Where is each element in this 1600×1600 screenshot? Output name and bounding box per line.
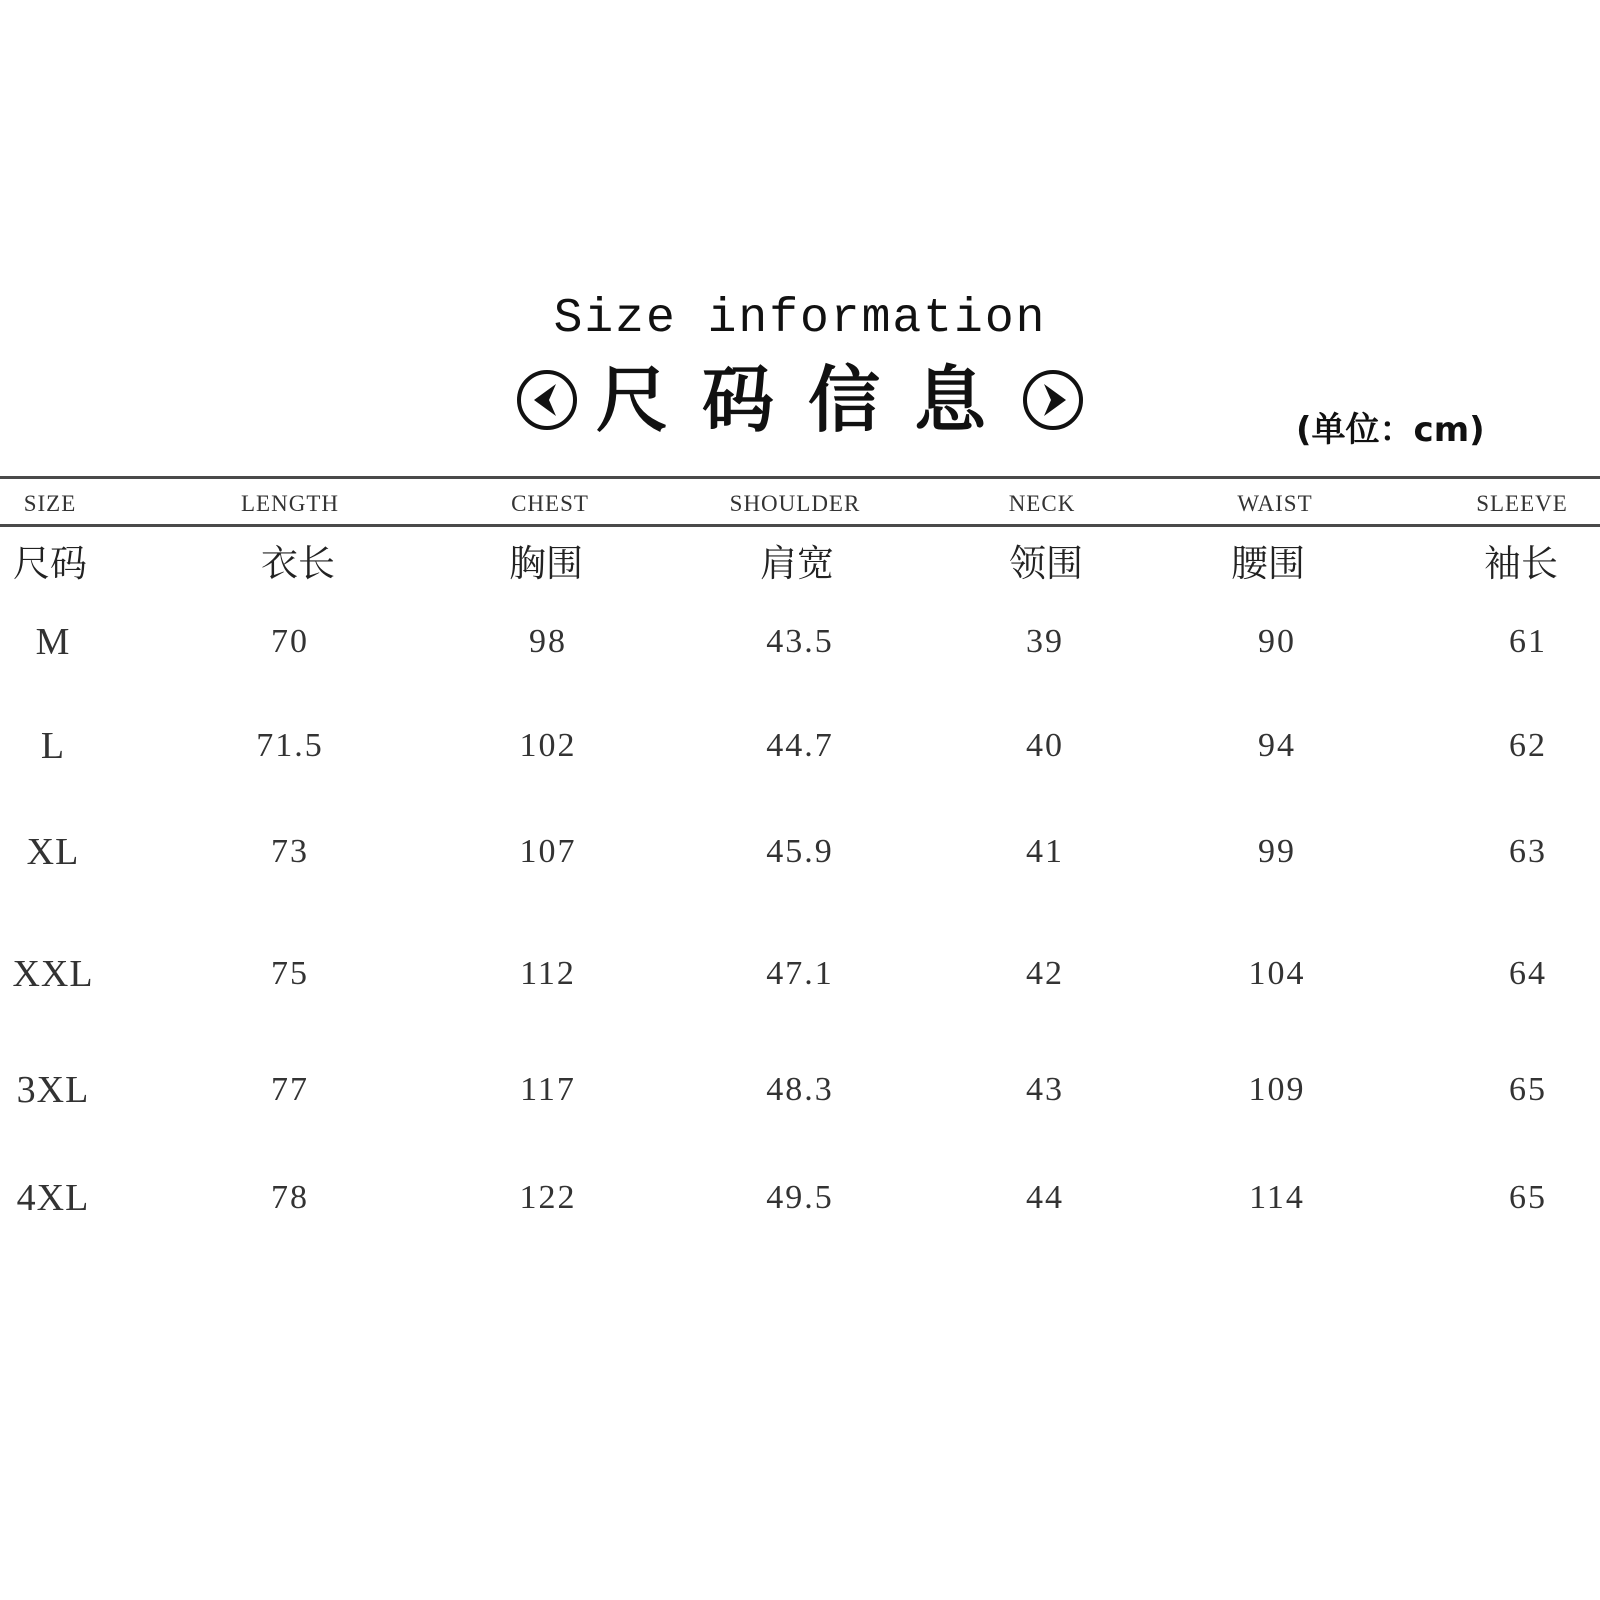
table-cell-shoulder: 47.1 — [766, 955, 834, 992]
table-cell-size: M — [35, 621, 71, 663]
header-en-chest: CHEST — [511, 491, 589, 516]
header-cn-size: 尺码 — [13, 542, 87, 585]
table-cell-size: XL — [26, 831, 80, 873]
table-cell-shoulder: 44.7 — [766, 727, 834, 764]
table-cell-sleeve: 63 — [1509, 833, 1547, 870]
table-cell-size: 3XL — [16, 1069, 90, 1111]
table-cell-neck: 41 — [1026, 833, 1064, 870]
table-cell-shoulder: 48.3 — [766, 1071, 834, 1108]
table-cell-neck: 44 — [1026, 1179, 1064, 1216]
table-cell-size: XXL — [12, 953, 94, 995]
circled-right-arrow-icon — [1022, 369, 1084, 431]
header-cn-chest: 胸围 — [509, 542, 583, 585]
table-cell-waist: 94 — [1258, 727, 1296, 764]
table-cell-length: 78 — [271, 1179, 309, 1216]
table-cell-chest: 107 — [519, 833, 577, 870]
table-cell-sleeve: 64 — [1509, 955, 1547, 992]
table-cell-waist: 114 — [1249, 1179, 1305, 1216]
table-cell-sleeve: 62 — [1509, 727, 1547, 764]
table-cell-length: 70 — [271, 623, 309, 660]
table-cell-length: 73 — [271, 833, 309, 870]
table-cell-neck: 43 — [1026, 1071, 1064, 1108]
table-cell-waist: 104 — [1248, 955, 1306, 992]
table-cell-neck: 39 — [1026, 623, 1064, 660]
header-cn-neck: 领围 — [1009, 542, 1083, 585]
header-en-shoulder: SHOULDER — [729, 491, 861, 516]
table-cell-chest: 117 — [520, 1071, 576, 1108]
header-en-neck: NECK — [1008, 491, 1076, 516]
header-cn-shoulder: 肩宽 — [760, 542, 834, 585]
table-cell-size: 4XL — [16, 1177, 90, 1219]
circled-left-arrow-icon — [516, 369, 578, 431]
table-cell-chest: 102 — [519, 727, 577, 764]
header-en-sleeve: SLEEVE — [1476, 491, 1568, 516]
header-en-size: SIZE — [23, 491, 77, 516]
table-cell-shoulder: 45.9 — [766, 833, 834, 870]
header-en-waist: WAIST — [1237, 491, 1313, 516]
table-cell-chest: 112 — [520, 955, 576, 992]
table-rule-bottom — [0, 524, 1600, 527]
header-cn-sleeve: 袖长 — [1484, 542, 1558, 585]
table-cell-size: L — [40, 725, 66, 767]
table-cell-shoulder: 43.5 — [766, 623, 834, 660]
table-rule-top — [0, 476, 1600, 479]
unit-label: (单位：cm) — [1296, 410, 1485, 450]
table-cell-chest: 98 — [529, 623, 567, 660]
table-cell-chest: 122 — [519, 1179, 577, 1216]
header-cn-waist: 腰围 — [1231, 542, 1305, 585]
page-title-en: Size information — [553, 292, 1047, 346]
table-cell-length: 71.5 — [256, 727, 324, 764]
table-cell-neck: 40 — [1026, 727, 1064, 764]
table-cell-sleeve: 65 — [1509, 1179, 1547, 1216]
table-cell-sleeve: 61 — [1509, 623, 1547, 660]
table-cell-waist: 90 — [1258, 623, 1296, 660]
table-cell-sleeve: 65 — [1509, 1071, 1547, 1108]
table-cell-waist: 109 — [1248, 1071, 1306, 1108]
table-cell-shoulder: 49.5 — [766, 1179, 834, 1216]
header-cn-length: 衣长 — [261, 542, 335, 585]
header-en-length: LENGTH — [241, 491, 339, 516]
table-cell-length: 77 — [271, 1071, 309, 1108]
table-cell-waist: 99 — [1258, 833, 1296, 870]
table-cell-length: 75 — [271, 955, 309, 992]
table-cell-neck: 42 — [1026, 955, 1064, 992]
page-title-cn: 尺码信息 — [595, 357, 1020, 442]
